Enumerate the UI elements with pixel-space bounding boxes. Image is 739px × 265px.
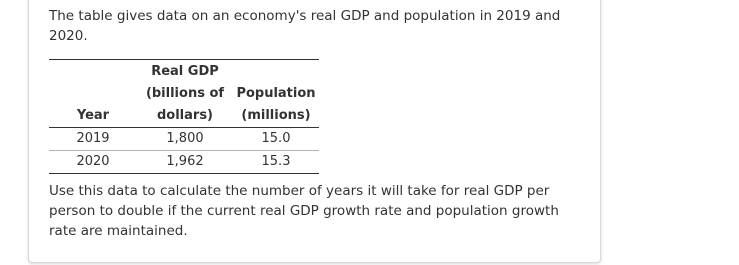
header-year-spacer — [49, 60, 137, 83]
cell-population: 15.0 — [233, 128, 319, 151]
data-table — [49, 59, 319, 174]
question-text: Use this data to calculate the number of years it will take for real GDP per person to double if the current real GDP growth rate and population growth rate are maintained. — [49, 183, 559, 239]
header-pop-line-2: (millions) — [233, 104, 319, 128]
header-gdp-line-2: (billions of — [145, 86, 225, 101]
table-row — [49, 128, 319, 151]
intro-text: The table gives data on an economy's real GDP and population in 2019 and 2020. — [49, 8, 561, 44]
header-pop-line-1: Population — [236, 86, 316, 101]
cell-gdp: 1,962 — [137, 151, 233, 174]
cell-year: 2019 — [49, 128, 137, 151]
header-gdp-line-3: dollars) — [137, 104, 233, 128]
header-gdp-line-1: Real GDP — [137, 60, 233, 83]
cell-population: 15.3 — [233, 151, 319, 174]
header-pop-spacer — [233, 60, 319, 83]
cell-gdp: 1,800 — [137, 128, 233, 151]
header-year: Year — [49, 104, 137, 128]
cell-year: 2020 — [49, 151, 137, 174]
data-table-container — [49, 59, 319, 174]
table-row — [49, 151, 319, 174]
